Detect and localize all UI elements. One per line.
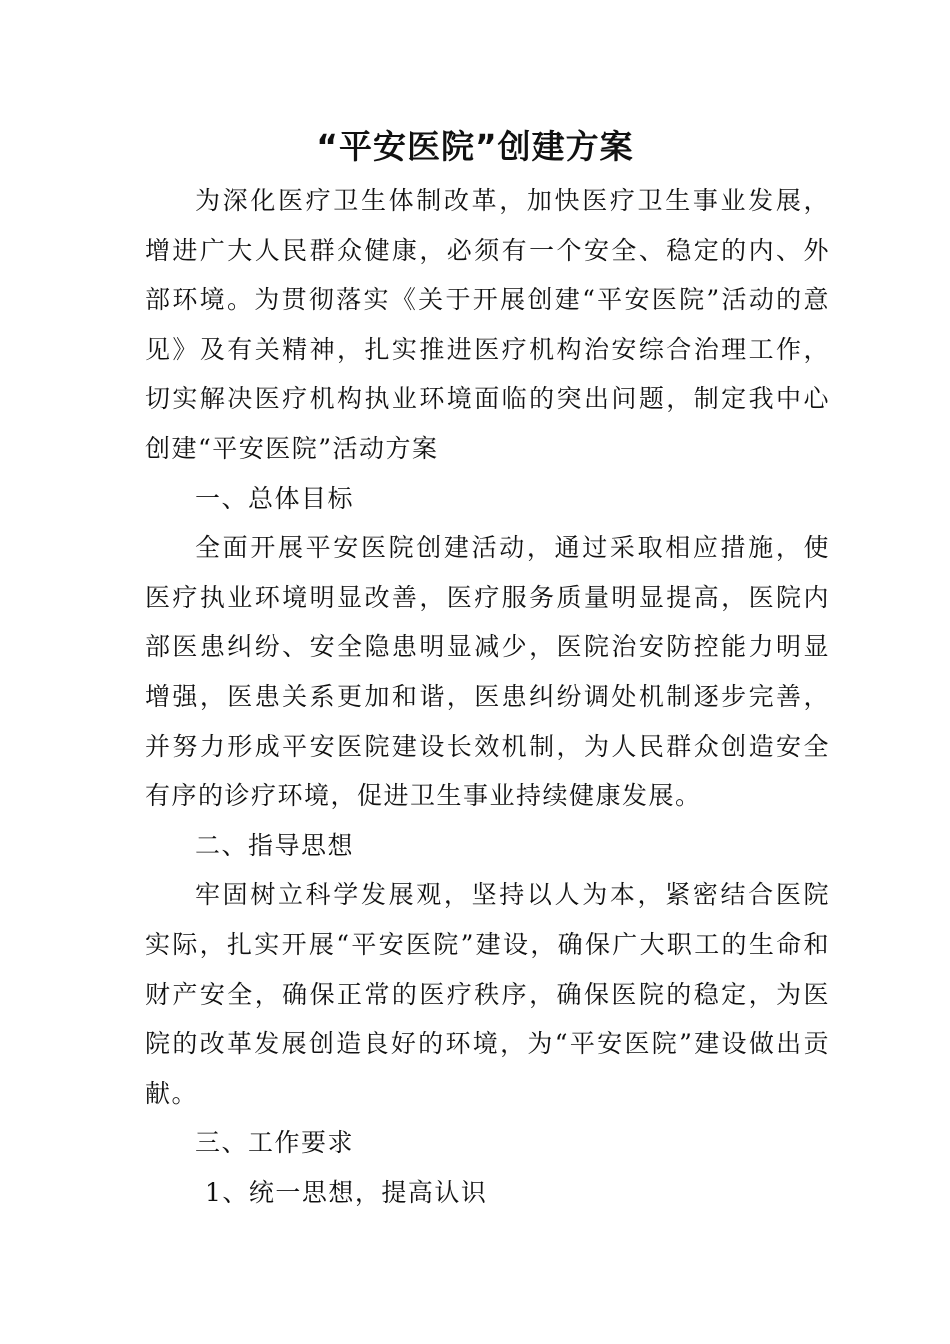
section-heading-work-requirements: 三、工作要求 xyxy=(195,1128,355,1158)
document-body xyxy=(145,176,830,1217)
document-title: “平安医院”创建方案 xyxy=(316,127,634,166)
subsection-heading-1: 1、统一思想，提高认识 xyxy=(205,1177,488,1207)
section-heading-guiding-ideology: 二、指导思想 xyxy=(195,830,355,860)
overall-goal-paragraph: 全面开展平安医院创建活动，通过采取相应措施，使医疗执业环境明显改善，医疗服务质量明显提高，医院内部医患纠纷、安全隐患明显减少，医院治安防控能力明显增强，医患关系更加和谐，医患纠纷调处机制逐步完善，并努力形成平安医院建设长效机制，为人民群众创造安全有序的诊疗环境，促进卫生事业持续健康发展。 xyxy=(145,533,830,811)
guiding-ideology-paragraph: 牢固树立科学发展观，坚持以人为本，紧密结合医院实际，扎实开展“平安医院”建设，确保广大职工的生命和财产安全，确保正常的医疗秩序，确保医院的稳定，为医院的改革发展创造良好的环境，为“平安医院”建设做出贡献。 xyxy=(145,880,830,1108)
intro-paragraph: 为深化医疗卫生体制改革，加快医疗卫生事业发展，增进广大人民群众健康，必须有一个安全、稳定的内、外部环境。为贯彻落实《关于开展创建“平安医院”活动的意见》及有关精神，扎实推进医疗机构治安综合治理工作，切实解决医疗机构执业环境面临的突出问题，制定我中心创建“平安医院”活动方案 xyxy=(145,186,830,463)
section-heading-overall-goal: 一、总体目标 xyxy=(195,483,355,513)
